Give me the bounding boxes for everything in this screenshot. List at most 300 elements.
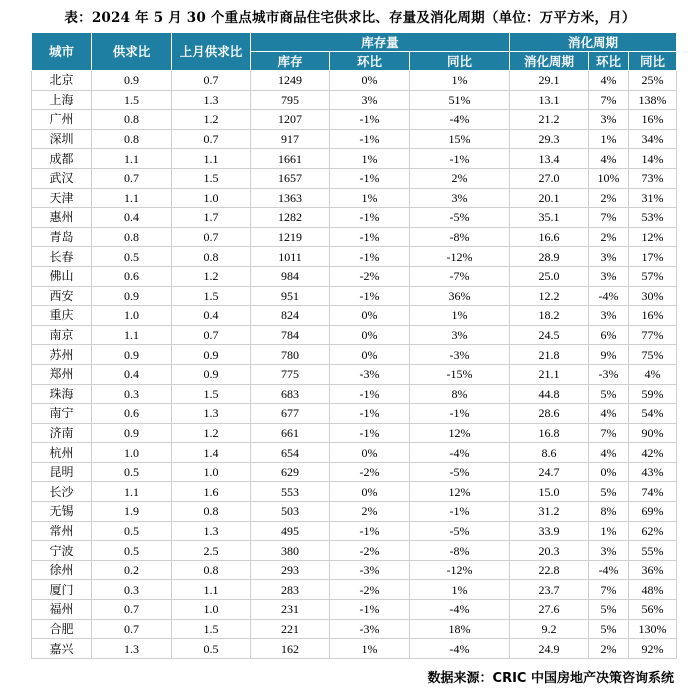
- digestion-yoy-cell: 48%: [629, 580, 677, 600]
- inventory-yoy-cell: -5%: [410, 521, 510, 541]
- digestion-yoy-cell: 14%: [629, 149, 677, 169]
- digestion-cell: 13.4: [510, 149, 589, 169]
- prev-supply-ratio-cell: 0.9: [172, 364, 251, 384]
- digestion-yoy-cell: 92%: [629, 639, 677, 659]
- inventory-yoy-cell: 3%: [410, 188, 510, 208]
- table-row: [32, 110, 677, 130]
- table-row: [32, 286, 677, 306]
- inventory-yoy-cell: 1%: [410, 306, 510, 326]
- table-row: [32, 364, 677, 384]
- prev-supply-ratio-cell: 0.8: [172, 560, 251, 580]
- inventory-mom-cell: -1%: [330, 168, 410, 188]
- city-cell: 南京: [32, 325, 92, 345]
- supply-ratio-cell: 0.5: [92, 541, 172, 561]
- digestion-yoy-cell: 57%: [629, 266, 677, 286]
- supply-ratio-cell: 0.8: [92, 110, 172, 130]
- prev-supply-ratio-cell: 0.7: [172, 227, 251, 247]
- supply-ratio-cell: 0.5: [92, 521, 172, 541]
- digestion-yoy-cell: 25%: [629, 71, 677, 91]
- inventory-yoy-cell: 51%: [410, 90, 510, 110]
- table-row: [32, 404, 677, 424]
- inventory-cell: 661: [251, 423, 330, 443]
- supply-ratio-cell: 0.7: [92, 619, 172, 639]
- inventory-cell: 795: [251, 90, 330, 110]
- inventory-cell: 293: [251, 560, 330, 580]
- inventory-cell: 1207: [251, 110, 330, 130]
- digestion-cell: 44.8: [510, 384, 589, 404]
- prev-supply-ratio-cell: 0.7: [172, 129, 251, 149]
- supply-ratio-cell: 1.9: [92, 502, 172, 522]
- prev-supply-ratio-cell: 1.3: [172, 404, 251, 424]
- digestion-yoy-cell: 130%: [629, 619, 677, 639]
- digestion-yoy-cell: 59%: [629, 384, 677, 404]
- digestion-mom-cell: 3%: [589, 541, 629, 561]
- digestion-mom-cell: 0%: [589, 462, 629, 482]
- supply-ratio-cell: 1.1: [92, 149, 172, 169]
- inventory-mom-cell: 0%: [330, 325, 410, 345]
- supply-ratio-cell: 0.3: [92, 580, 172, 600]
- inventory-mom-cell: 3%: [330, 90, 410, 110]
- city-cell: 嘉兴: [32, 639, 92, 659]
- digestion-cell: 31.2: [510, 502, 589, 522]
- digestion-cell: 27.6: [510, 600, 589, 620]
- prev-supply-ratio-cell: 1.7: [172, 208, 251, 228]
- digestion-cell: 24.7: [510, 462, 589, 482]
- table-row: [32, 639, 677, 659]
- table-row: [32, 482, 677, 502]
- prev-supply-ratio-cell: 1.3: [172, 90, 251, 110]
- table-row: [32, 600, 677, 620]
- header-inventory: 库存: [251, 52, 330, 71]
- inventory-cell: 1657: [251, 168, 330, 188]
- city-cell: 重庆: [32, 306, 92, 326]
- digestion-yoy-cell: 138%: [629, 90, 677, 110]
- header-inventory-yoy: 同比: [410, 52, 510, 71]
- prev-supply-ratio-cell: 0.8: [172, 247, 251, 267]
- table-row: [32, 423, 677, 443]
- inventory-yoy-cell: -12%: [410, 560, 510, 580]
- city-cell: 济南: [32, 423, 92, 443]
- supply-ratio-cell: 0.7: [92, 600, 172, 620]
- inventory-mom-cell: -1%: [330, 286, 410, 306]
- digestion-yoy-cell: 74%: [629, 482, 677, 502]
- prev-supply-ratio-cell: 1.5: [172, 168, 251, 188]
- prev-supply-ratio-cell: 0.4: [172, 306, 251, 326]
- digestion-cell: 9.2: [510, 619, 589, 639]
- inventory-mom-cell: -2%: [330, 266, 410, 286]
- city-cell: 佛山: [32, 266, 92, 286]
- data-source: 数据来源：CRIC 中国房地产决策咨询系统: [427, 671, 674, 686]
- header-supply-ratio: 供求比: [92, 33, 172, 71]
- inventory-yoy-cell: 12%: [410, 423, 510, 443]
- digestion-yoy-cell: 17%: [629, 247, 677, 267]
- inventory-mom-cell: -1%: [330, 521, 410, 541]
- supply-ratio-cell: 1.0: [92, 443, 172, 463]
- inventory-yoy-cell: -4%: [410, 443, 510, 463]
- inventory-cell: 495: [251, 521, 330, 541]
- city-cell: 合肥: [32, 619, 92, 639]
- digestion-mom-cell: 1%: [589, 521, 629, 541]
- table-row: [32, 541, 677, 561]
- city-cell: 杭州: [32, 443, 92, 463]
- city-cell: 昆明: [32, 462, 92, 482]
- inventory-yoy-cell: 1%: [410, 580, 510, 600]
- inventory-mom-cell: -1%: [330, 208, 410, 228]
- digestion-mom-cell: 5%: [589, 600, 629, 620]
- supply-ratio-cell: 0.9: [92, 71, 172, 91]
- supply-ratio-cell: 0.8: [92, 129, 172, 149]
- prev-supply-ratio-cell: 1.1: [172, 580, 251, 600]
- header-prev-supply-ratio: 上月供求比: [172, 33, 251, 71]
- digestion-yoy-cell: 4%: [629, 364, 677, 384]
- supply-ratio-cell: 1.1: [92, 482, 172, 502]
- digestion-yoy-cell: 16%: [629, 306, 677, 326]
- supply-ratio-cell: 0.6: [92, 404, 172, 424]
- inventory-mom-cell: -2%: [330, 462, 410, 482]
- inventory-cell: 984: [251, 266, 330, 286]
- table-row: [32, 149, 677, 169]
- inventory-yoy-cell: -5%: [410, 208, 510, 228]
- digestion-mom-cell: 10%: [589, 168, 629, 188]
- inventory-yoy-cell: -1%: [410, 502, 510, 522]
- city-cell: 上海: [32, 90, 92, 110]
- inventory-mom-cell: -1%: [330, 600, 410, 620]
- digestion-mom-cell: -4%: [589, 286, 629, 306]
- city-cell: 福州: [32, 600, 92, 620]
- digestion-cell: 16.6: [510, 227, 589, 247]
- inventory-cell: 553: [251, 482, 330, 502]
- prev-supply-ratio-cell: 1.5: [172, 384, 251, 404]
- inventory-yoy-cell: -12%: [410, 247, 510, 267]
- prev-supply-ratio-cell: 1.0: [172, 600, 251, 620]
- city-cell: 无锡: [32, 502, 92, 522]
- inventory-mom-cell: -2%: [330, 541, 410, 561]
- inventory-cell: 951: [251, 286, 330, 306]
- city-cell: 长沙: [32, 482, 92, 502]
- inventory-mom-cell: -3%: [330, 619, 410, 639]
- digestion-yoy-cell: 36%: [629, 560, 677, 580]
- digestion-yoy-cell: 53%: [629, 208, 677, 228]
- digestion-cell: 15.0: [510, 482, 589, 502]
- table-row: [32, 227, 677, 247]
- digestion-cell: 28.6: [510, 404, 589, 424]
- inventory-cell: 503: [251, 502, 330, 522]
- prev-supply-ratio-cell: 1.5: [172, 619, 251, 639]
- digestion-cell: 8.6: [510, 443, 589, 463]
- supply-ratio-cell: 1.0: [92, 306, 172, 326]
- digestion-cell: 20.1: [510, 188, 589, 208]
- prev-supply-ratio-cell: 0.7: [172, 325, 251, 345]
- inventory-mom-cell: -1%: [330, 423, 410, 443]
- digestion-yoy-cell: 12%: [629, 227, 677, 247]
- inventory-cell: 1011: [251, 247, 330, 267]
- inventory-mom-cell: 1%: [330, 639, 410, 659]
- data-table: [31, 32, 677, 659]
- table-row: [32, 168, 677, 188]
- digestion-yoy-cell: 31%: [629, 188, 677, 208]
- digestion-mom-cell: 4%: [589, 149, 629, 169]
- supply-ratio-cell: 0.5: [92, 462, 172, 482]
- digestion-mom-cell: 2%: [589, 227, 629, 247]
- inventory-cell: 780: [251, 345, 330, 365]
- inventory-yoy-cell: -8%: [410, 227, 510, 247]
- digestion-cell: 23.7: [510, 580, 589, 600]
- prev-supply-ratio-cell: 1.2: [172, 423, 251, 443]
- inventory-cell: 683: [251, 384, 330, 404]
- supply-ratio-cell: 0.9: [92, 345, 172, 365]
- inventory-mom-cell: -1%: [330, 110, 410, 130]
- digestion-yoy-cell: 43%: [629, 462, 677, 482]
- digestion-mom-cell: 2%: [589, 639, 629, 659]
- inventory-yoy-cell: -8%: [410, 541, 510, 561]
- digestion-mom-cell: 4%: [589, 443, 629, 463]
- digestion-yoy-cell: 69%: [629, 502, 677, 522]
- table-row: [32, 384, 677, 404]
- supply-ratio-cell: 0.8: [92, 227, 172, 247]
- supply-ratio-cell: 1.1: [92, 325, 172, 345]
- digestion-mom-cell: 3%: [589, 306, 629, 326]
- city-cell: 深圳: [32, 129, 92, 149]
- digestion-cell: 12.2: [510, 286, 589, 306]
- supply-ratio-cell: 0.2: [92, 560, 172, 580]
- table-row: [32, 443, 677, 463]
- prev-supply-ratio-cell: 1.4: [172, 443, 251, 463]
- inventory-yoy-cell: -1%: [410, 149, 510, 169]
- supply-ratio-cell: 0.4: [92, 208, 172, 228]
- digestion-cell: 29.1: [510, 71, 589, 91]
- digestion-cell: 18.2: [510, 306, 589, 326]
- digestion-yoy-cell: 30%: [629, 286, 677, 306]
- table-row: [32, 90, 677, 110]
- digestion-mom-cell: 1%: [589, 129, 629, 149]
- city-cell: 南宁: [32, 404, 92, 424]
- digestion-yoy-cell: 54%: [629, 404, 677, 424]
- inventory-yoy-cell: 36%: [410, 286, 510, 306]
- digestion-cell: 33.9: [510, 521, 589, 541]
- inventory-cell: 784: [251, 325, 330, 345]
- supply-ratio-cell: 0.9: [92, 423, 172, 443]
- digestion-cell: 13.1: [510, 90, 589, 110]
- digestion-mom-cell: -3%: [589, 364, 629, 384]
- digestion-mom-cell: 3%: [589, 247, 629, 267]
- city-cell: 北京: [32, 71, 92, 91]
- city-cell: 厦门: [32, 580, 92, 600]
- digestion-mom-cell: 7%: [589, 423, 629, 443]
- prev-supply-ratio-cell: 0.9: [172, 345, 251, 365]
- inventory-yoy-cell: -3%: [410, 345, 510, 365]
- inventory-yoy-cell: -7%: [410, 266, 510, 286]
- table-row: [32, 266, 677, 286]
- header-digestion-group: 消化周期: [510, 33, 677, 52]
- supply-ratio-cell: 0.3: [92, 384, 172, 404]
- digestion-cell: 24.5: [510, 325, 589, 345]
- table-row: [32, 619, 677, 639]
- inventory-mom-cell: 2%: [330, 502, 410, 522]
- inventory-mom-cell: 0%: [330, 345, 410, 365]
- prev-supply-ratio-cell: 1.0: [172, 462, 251, 482]
- table-row: [32, 208, 677, 228]
- inventory-mom-cell: -3%: [330, 364, 410, 384]
- inventory-yoy-cell: -4%: [410, 639, 510, 659]
- header-digestion-yoy: 同比: [629, 52, 677, 71]
- digestion-mom-cell: 2%: [589, 188, 629, 208]
- city-cell: 武汉: [32, 168, 92, 188]
- digestion-yoy-cell: 62%: [629, 521, 677, 541]
- digestion-cell: 27.0: [510, 168, 589, 188]
- header-digestion: 消化周期: [510, 52, 589, 71]
- inventory-cell: 775: [251, 364, 330, 384]
- digestion-cell: 16.8: [510, 423, 589, 443]
- digestion-cell: 22.8: [510, 560, 589, 580]
- supply-ratio-cell: 0.5: [92, 247, 172, 267]
- supply-ratio-cell: 1.3: [92, 639, 172, 659]
- digestion-mom-cell: 4%: [589, 71, 629, 91]
- header-inventory-mom: 环比: [330, 52, 410, 71]
- inventory-yoy-cell: 8%: [410, 384, 510, 404]
- prev-supply-ratio-cell: 0.7: [172, 71, 251, 91]
- inventory-cell: 677: [251, 404, 330, 424]
- digestion-yoy-cell: 42%: [629, 443, 677, 463]
- table-row: [32, 247, 677, 267]
- inventory-yoy-cell: 3%: [410, 325, 510, 345]
- prev-supply-ratio-cell: 2.5: [172, 541, 251, 561]
- digestion-yoy-cell: 55%: [629, 541, 677, 561]
- inventory-cell: 283: [251, 580, 330, 600]
- digestion-yoy-cell: 75%: [629, 345, 677, 365]
- supply-ratio-cell: 0.9: [92, 286, 172, 306]
- city-cell: 广州: [32, 110, 92, 130]
- inventory-yoy-cell: 18%: [410, 619, 510, 639]
- inventory-yoy-cell: -4%: [410, 600, 510, 620]
- prev-supply-ratio-cell: 1.3: [172, 521, 251, 541]
- city-cell: 惠州: [32, 208, 92, 228]
- digestion-yoy-cell: 16%: [629, 110, 677, 130]
- digestion-cell: 35.1: [510, 208, 589, 228]
- digestion-cell: 29.3: [510, 129, 589, 149]
- supply-ratio-cell: 0.6: [92, 266, 172, 286]
- inventory-mom-cell: 0%: [330, 443, 410, 463]
- header-inventory-group: 库存量: [251, 33, 510, 52]
- inventory-mom-cell: 1%: [330, 188, 410, 208]
- prev-supply-ratio-cell: 1.5: [172, 286, 251, 306]
- prev-supply-ratio-cell: 1.1: [172, 149, 251, 169]
- table-title: 表：2024 年 5 月 30 个重点城市商品住宅供求比、存量及消化周期（单位：万平方米，月）: [64, 10, 636, 26]
- table-row: [32, 188, 677, 208]
- digestion-cell: 24.9: [510, 639, 589, 659]
- digestion-yoy-cell: 56%: [629, 600, 677, 620]
- digestion-yoy-cell: 34%: [629, 129, 677, 149]
- inventory-yoy-cell: 15%: [410, 129, 510, 149]
- supply-ratio-cell: 1.5: [92, 90, 172, 110]
- prev-supply-ratio-cell: 0.5: [172, 639, 251, 659]
- inventory-yoy-cell: 2%: [410, 168, 510, 188]
- digestion-mom-cell: 5%: [589, 619, 629, 639]
- city-cell: 成都: [32, 149, 92, 169]
- inventory-mom-cell: 0%: [330, 482, 410, 502]
- digestion-mom-cell: -4%: [589, 560, 629, 580]
- digestion-mom-cell: 7%: [589, 208, 629, 228]
- inventory-mom-cell: -1%: [330, 227, 410, 247]
- city-cell: 青岛: [32, 227, 92, 247]
- inventory-mom-cell: 0%: [330, 71, 410, 91]
- table-body: [32, 71, 677, 659]
- inventory-yoy-cell: -15%: [410, 364, 510, 384]
- inventory-cell: 221: [251, 619, 330, 639]
- inventory-mom-cell: -1%: [330, 129, 410, 149]
- inventory-cell: 162: [251, 639, 330, 659]
- prev-supply-ratio-cell: 1.2: [172, 266, 251, 286]
- inventory-mom-cell: 0%: [330, 306, 410, 326]
- inventory-yoy-cell: -5%: [410, 462, 510, 482]
- city-cell: 郑州: [32, 364, 92, 384]
- digestion-cell: 21.8: [510, 345, 589, 365]
- city-cell: 西安: [32, 286, 92, 306]
- header-city: 城市: [32, 33, 92, 71]
- digestion-cell: 21.1: [510, 364, 589, 384]
- city-cell: 长春: [32, 247, 92, 267]
- supply-ratio-cell: 0.7: [92, 168, 172, 188]
- inventory-cell: 1249: [251, 71, 330, 91]
- inventory-cell: 654: [251, 443, 330, 463]
- inventory-mom-cell: 1%: [330, 149, 410, 169]
- prev-supply-ratio-cell: 1.6: [172, 482, 251, 502]
- table-row: [32, 502, 677, 522]
- table-row: [32, 129, 677, 149]
- inventory-mom-cell: -1%: [330, 404, 410, 424]
- digestion-yoy-cell: 77%: [629, 325, 677, 345]
- city-cell: 宁波: [32, 541, 92, 561]
- table-header: [32, 33, 677, 71]
- table-row: [32, 71, 677, 91]
- digestion-mom-cell: 7%: [589, 580, 629, 600]
- digestion-mom-cell: 4%: [589, 404, 629, 424]
- digestion-mom-cell: 5%: [589, 482, 629, 502]
- prev-supply-ratio-cell: 0.8: [172, 502, 251, 522]
- inventory-mom-cell: -3%: [330, 560, 410, 580]
- header-digestion-mom: 环比: [589, 52, 629, 71]
- table-row: [32, 325, 677, 345]
- digestion-mom-cell: 6%: [589, 325, 629, 345]
- digestion-mom-cell: 7%: [589, 90, 629, 110]
- inventory-cell: 1363: [251, 188, 330, 208]
- digestion-yoy-cell: 73%: [629, 168, 677, 188]
- inventory-yoy-cell: -1%: [410, 404, 510, 424]
- prev-supply-ratio-cell: 1.2: [172, 110, 251, 130]
- table-row: [32, 345, 677, 365]
- city-cell: 徐州: [32, 560, 92, 580]
- inventory-cell: 231: [251, 600, 330, 620]
- supply-ratio-cell: 1.1: [92, 188, 172, 208]
- digestion-mom-cell: 3%: [589, 110, 629, 130]
- inventory-cell: 1282: [251, 208, 330, 228]
- table-row: [32, 560, 677, 580]
- city-cell: 常州: [32, 521, 92, 541]
- inventory-mom-cell: -2%: [330, 580, 410, 600]
- city-cell: 苏州: [32, 345, 92, 365]
- prev-supply-ratio-cell: 1.0: [172, 188, 251, 208]
- digestion-mom-cell: 8%: [589, 502, 629, 522]
- digestion-mom-cell: 5%: [589, 384, 629, 404]
- digestion-cell: 25.0: [510, 266, 589, 286]
- table-row: [32, 462, 677, 482]
- digestion-mom-cell: 9%: [589, 345, 629, 365]
- inventory-yoy-cell: 1%: [410, 71, 510, 91]
- digestion-cell: 20.3: [510, 541, 589, 561]
- supply-ratio-cell: 0.4: [92, 364, 172, 384]
- digestion-yoy-cell: 90%: [629, 423, 677, 443]
- inventory-cell: 1661: [251, 149, 330, 169]
- inventory-yoy-cell: -4%: [410, 110, 510, 130]
